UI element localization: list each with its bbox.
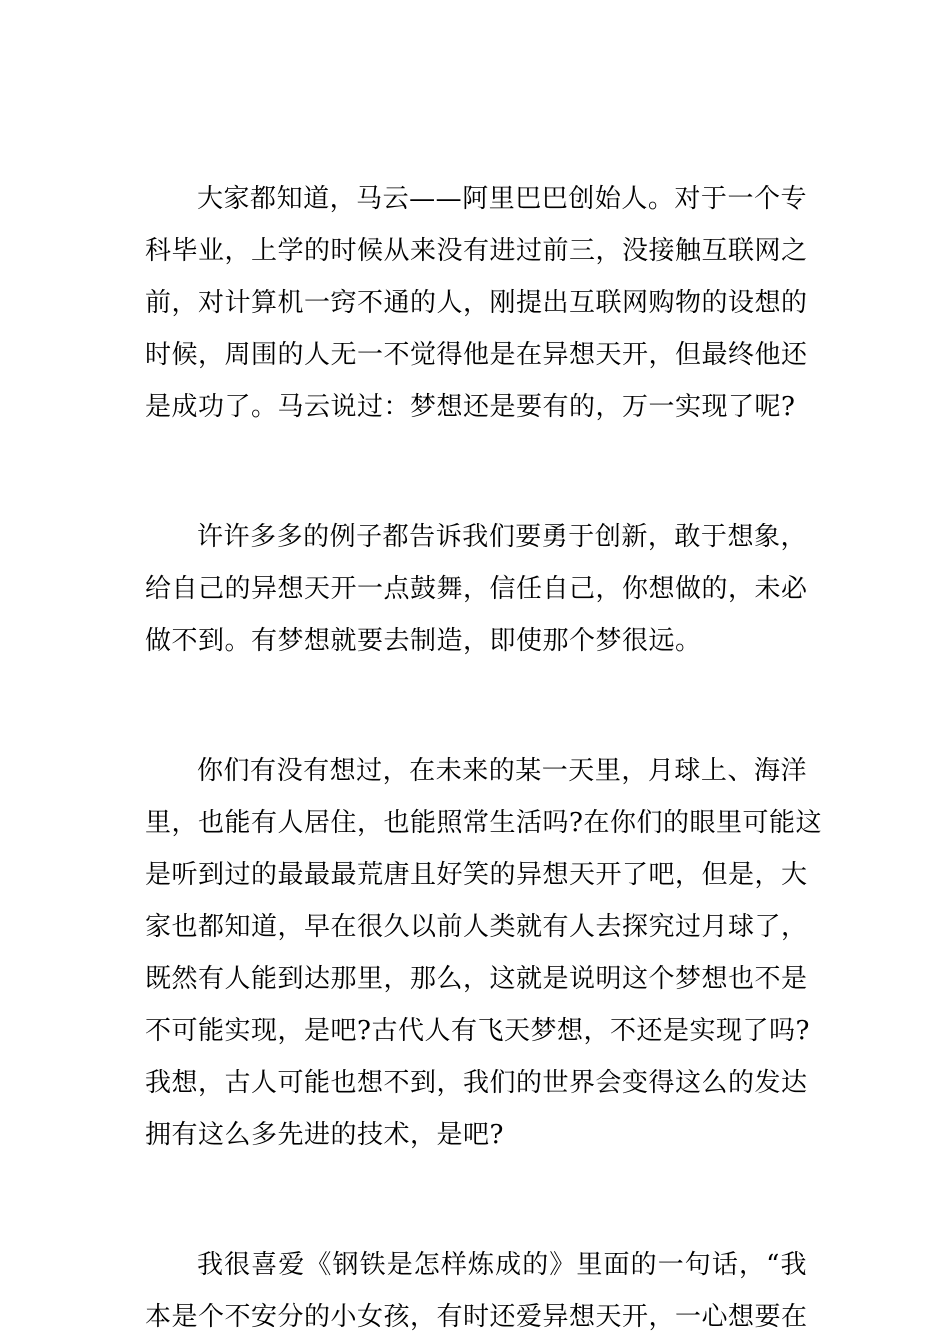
text-line: 既然有人能到达那里，那么，这就是说明这个梦想也不是 [145, 964, 808, 994]
paragraph-spacer [145, 1161, 807, 1239]
document-body [145, 173, 822, 1343]
text-line: 是成功了。马云说过：梦想还是要有的，万一实现了呢? [145, 392, 796, 422]
paragraph-spacer [145, 667, 807, 745]
text-line: 不可能实现，是吧?古代人有飞天梦想，不还是实现了吗? [145, 1016, 810, 1046]
text-line: 里，也能有人居住，也能照常生活吗?在你们的眼里可能这 [145, 808, 822, 838]
text-line: 我很喜爱《钢铁是怎样炼成的》里面的一句话，“我 [197, 1250, 807, 1280]
paragraph-2 [145, 511, 807, 667]
text-line: 家也都知道，早在很久以前人类就有人去探究过月球了， [145, 912, 808, 942]
paragraph-3 [145, 745, 822, 1161]
paragraph-spacer [145, 433, 807, 511]
text-line: 科毕业，上学的时候从来没有进过前三，没接触互联网之 [145, 236, 808, 266]
text-line: 许许多多的例子都告诉我们要勇于创新，敢于想象， [197, 522, 807, 552]
text-line: 拥有这么多先进的技术，是吧? [145, 1120, 504, 1150]
text-line: 我想，古人可能也想不到，我们的世界会变得这么的发达 [145, 1068, 808, 1098]
text-line: 时候，周围的人无一不觉得他是在异想天开，但最终他还 [145, 340, 808, 370]
paragraph-4 [145, 1239, 807, 1343]
text-line: 你们有没有想过，在未来的某一天里，月球上、海洋 [197, 756, 807, 786]
text-line: 本是个不安分的小女孩，有时还爱异想天开，一心想要在 [145, 1302, 808, 1332]
text-line: 给自己的异想天开一点鼓舞，信任自己，你想做的，未必 [145, 574, 808, 604]
text-line: 大家都知道，马云——阿里巴巴创始人。对于一个专 [197, 184, 807, 214]
text-line: 是听到过的最最最荒唐且好笑的异想天开了吧，但是，大 [145, 860, 808, 890]
paragraph-1 [145, 173, 807, 433]
text-line: 做不到。有梦想就要去制造，即使那个梦很远。 [145, 626, 702, 656]
text-line: 前，对计算机一窍不通的人，刚提出互联网购物的设想的 [145, 288, 808, 318]
